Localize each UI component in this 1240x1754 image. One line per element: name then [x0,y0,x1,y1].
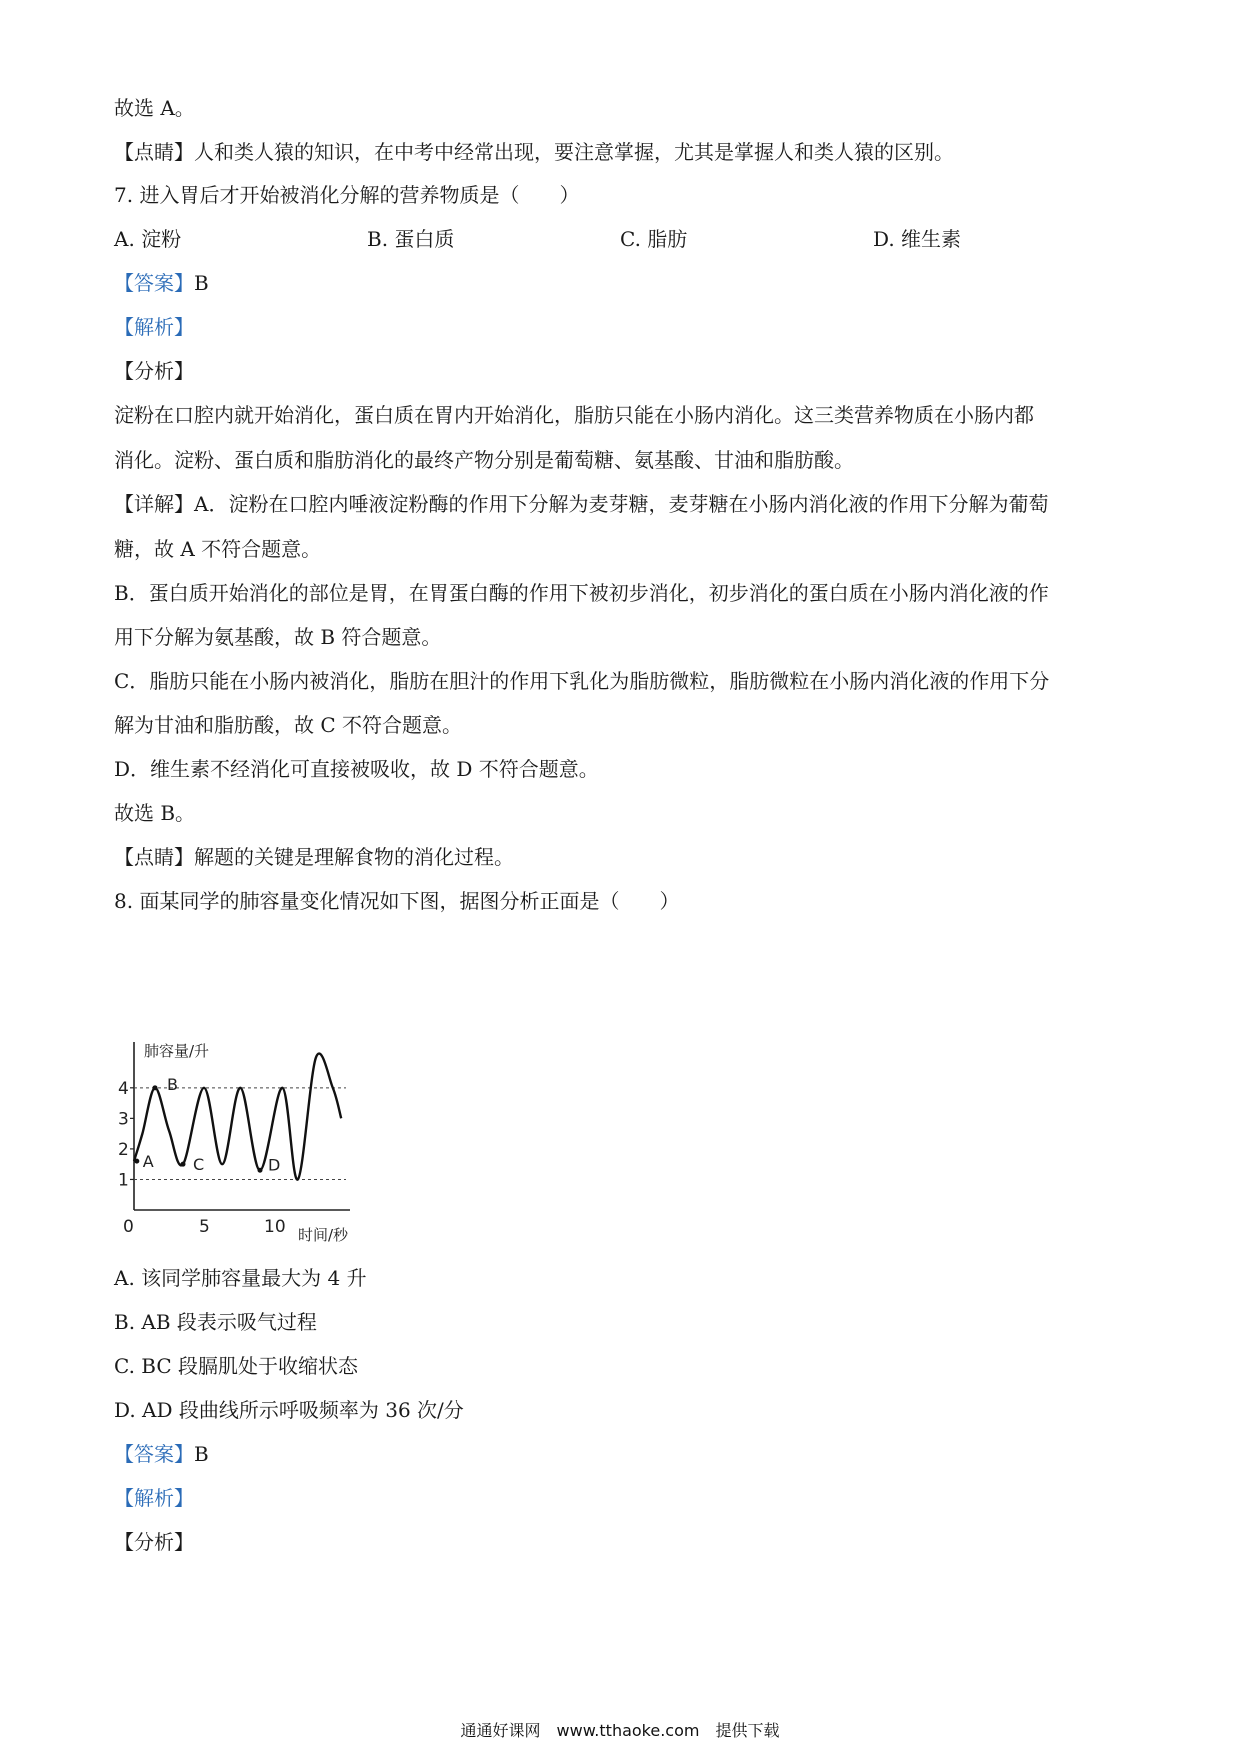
y-tick-label: 3 [118,1109,129,1130]
y-axis-label: 肺容量/升 [144,1042,210,1060]
x-tick-label: 0 [123,1217,134,1237]
point-marker [258,1168,263,1173]
answer-7 [114,269,209,297]
fenxi-heading-7: 【分析】 [114,359,194,383]
conclusion-line: 故选 A。 [114,96,195,120]
detail-line: 【详解】A．淀粉在口腔内唾液淀粉酶的作用下分解为麦芽糖，麦芽糖在小肠内消化液的作用下分解为葡萄 [114,492,1049,516]
point-marker [181,1162,186,1167]
point-label: B [167,1074,178,1094]
q8-option-d: D. AD 段曲线所示呼吸频率为 36 次/分 [114,1398,464,1422]
paragraph-line: 淀粉在口腔内就开始消化，蛋白质在胃内开始消化，脂肪只能在小肠内消化。这三类营养物质在小肠内都 [114,403,1034,427]
footer-watermark: 通通好课网 www.tthaoke.com 提供下载 [460,1721,780,1740]
point-label: C [193,1155,205,1175]
answer-value: B [194,271,209,295]
point-marker [153,1085,158,1090]
detail-line: B．蛋白质开始消化的部位是胃，在胃蛋白酶的作用下被初步消化，初步消化的蛋白质在小肠内消化液的作 [114,581,1049,605]
q8-option-c: C. BC 段膈肌处于收缩状态 [114,1354,359,1378]
lung-capacity-chart [112,1032,372,1242]
note-line: 【点睛】人和类人猿的知识，在中考中经常出现，要注意掌握，尤其是掌握人和类人猿的区别。 [114,140,954,164]
point-label: A [142,1152,154,1172]
answer-8 [114,1440,209,1468]
answer-tag: 【答案】 [114,1442,194,1466]
y-tick-label: 1 [118,1170,129,1191]
detail-line: 解为甘油和脂肪酸，故 C 不符合题意。 [114,713,463,737]
point-label: D [268,1155,281,1175]
q7-option-a: A. 淀粉 [114,227,182,251]
q7-option-b: B. 蛋白质 [367,227,455,251]
q7-option-d: D. 维生素 [873,227,962,251]
answer-value: B [194,1442,209,1466]
x-tick-label: 5 [199,1217,210,1237]
answer-tag: 【答案】 [114,271,194,295]
analysis-heading-8: 【解析】 [114,1486,194,1510]
q8-option-b: B. AB 段表示吸气过程 [114,1310,317,1334]
detail-line: 糖，故 A 不符合题意。 [114,537,322,561]
conclusion-line: 故选 B。 [114,801,196,825]
y-tick-label: 4 [118,1078,129,1099]
y-tick-label: 2 [118,1139,129,1160]
q8-option-a: A. 该同学肺容量最大为 4 升 [114,1266,367,1290]
x-axis-label: 时间/秒 [298,1226,349,1242]
question-8: 8. 面某同学的肺容量变化情况如下图，据图分析正面是（ ） [114,889,680,913]
detail-line: D．维生素不经消化可直接被吸收，故 D 不符合题意。 [114,757,599,781]
detail-line: C．脂肪只能在小肠内被消化，脂肪在胆汁的作用下乳化为脂肪微粒，脂肪微粒在小肠内消化液的作用下分 [114,669,1050,693]
question-7: 7. 进入胃后才开始被消化分解的营养物质是（ ） [114,183,580,207]
fenxi-heading-8: 【分析】 [114,1530,194,1554]
detail-line: 用下分解为氨基酸，故 B 符合题意。 [114,625,442,649]
q7-option-c: C. 脂肪 [620,227,688,251]
note-line: 【点睛】解题的关键是理解食物的消化过程。 [114,845,514,869]
paragraph-line: 消化。淀粉、蛋白质和脂肪消化的最终产物分别是葡萄糖、氨基酸、甘油和脂肪酸。 [114,448,854,472]
analysis-heading-7: 【解析】 [114,315,194,339]
lung-capacity-curve [134,1054,341,1180]
x-tick-label: 10 [264,1217,286,1237]
point-marker [134,1159,139,1164]
